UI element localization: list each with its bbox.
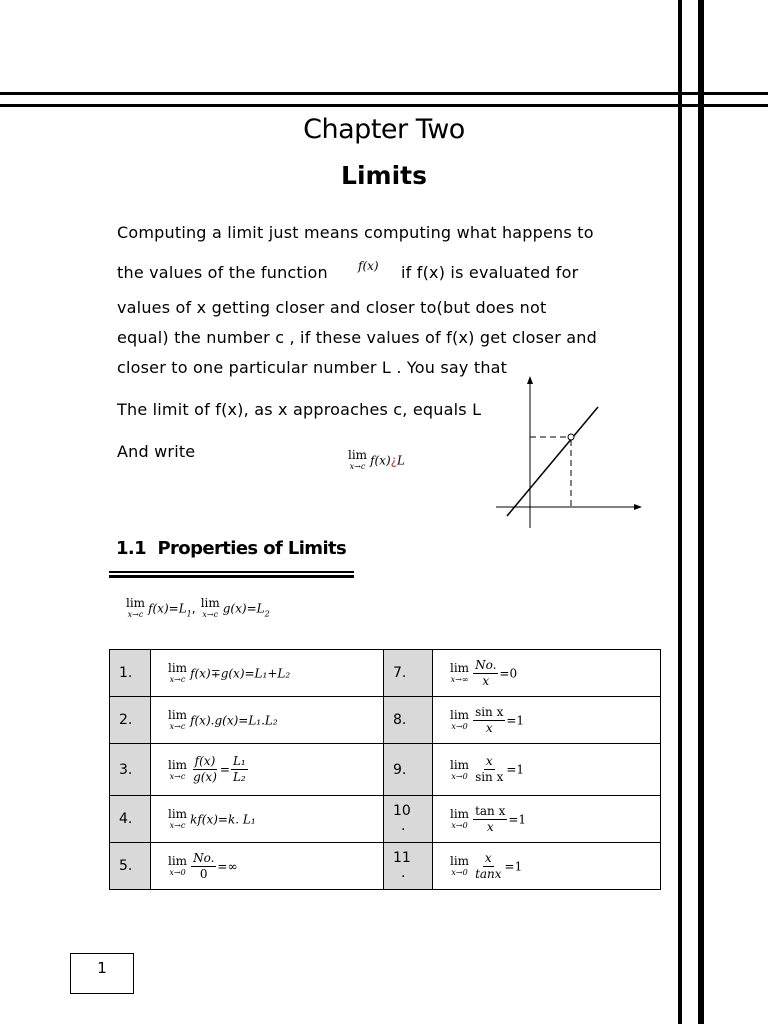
row-number: 9. <box>384 744 433 796</box>
row-number: 2. <box>110 697 151 744</box>
inline-function: f(x) <box>358 259 379 273</box>
property-formula: lim x→∞ $\frac{No.}{x}$ =0 <box>433 650 661 697</box>
property-formula: lim x→0 $\frac{x}{\text{sin x}}$ =1 <box>433 744 661 796</box>
property-formula: lim x→0 $\frac{No.}{0}$ =∞ <box>151 843 384 890</box>
section-underline-1 <box>109 571 354 573</box>
property-formula: lim x→c $\frac{f(x)}{g(x)}$ = $\frac{\text{L₁}}{\text{L₂}}$ <box>151 744 384 796</box>
row-number: 10 . <box>384 796 433 843</box>
section-heading <box>116 538 346 559</box>
table-row <box>110 697 661 744</box>
chapter-title: Chapter Two <box>303 114 465 145</box>
intro-line-2b: if f(x) is evaluated for <box>401 263 579 282</box>
page-number: 1 <box>97 959 107 977</box>
row-number: 3. <box>110 744 151 796</box>
limit-graph <box>490 370 650 530</box>
top-rule-outer <box>0 92 768 95</box>
right-rule-inner <box>678 0 682 1024</box>
row-number: 11 . <box>384 843 433 890</box>
top-rule-inner <box>0 104 768 107</box>
table-row <box>110 744 661 796</box>
property-formula: lim x→0 $\frac{x}{\tan x}$ =1 <box>433 843 661 890</box>
row-number: 4. <box>110 796 151 843</box>
property-formula: lim x→0 $\frac{\text{tan x}}{x}$ =1 <box>433 796 661 843</box>
properties-table <box>109 649 661 890</box>
row-number: 1. <box>110 650 151 697</box>
intro-line-4: equal) the number c , if these values of f(x) get closer and <box>117 328 597 347</box>
property-formula: lim x→c kf(x)=k. L₁ <box>151 796 384 843</box>
intro-line-2a: the values of the function <box>117 263 328 282</box>
row-number: 8. <box>384 697 433 744</box>
property-formula: lim x→c f(x)∓g(x)=L₁+L₂ <box>151 650 384 697</box>
intro-line-7: And write <box>117 442 196 461</box>
right-rule-outer <box>698 0 704 1024</box>
intro-line-5: closer to one particular number L . You say that <box>117 358 508 377</box>
section-number: 1.1 <box>116 538 147 559</box>
section-underline-2 <box>109 575 354 578</box>
row-number: 7. <box>384 650 433 697</box>
intro-line-3: values of x getting closer and closer to(but does not <box>117 298 547 317</box>
row-number: 5. <box>110 843 151 890</box>
section-title: Properties of Limits <box>157 538 347 559</box>
table-row <box>110 843 661 890</box>
property-formula: lim x→c f(x).g(x)=L₁.L₂ <box>151 697 384 744</box>
page-subtitle: Limits <box>341 161 427 190</box>
given-limits: lim x→c $f(x)=L_1$, lim x→c $g(x)=L_2$ <box>126 596 270 619</box>
limit-notation: lim x→c f(x)¿L <box>348 448 405 471</box>
property-formula: lim x→0 $\frac{\text{sin x}}{x}$ =1 <box>433 697 661 744</box>
table-row <box>110 650 661 697</box>
intro-line-6: The limit of f(x), as x approaches c, equals L <box>117 400 482 419</box>
page-number-box <box>70 953 134 994</box>
table-row <box>110 796 661 843</box>
intro-line-1: Computing a limit just means computing what happens to <box>117 223 594 242</box>
